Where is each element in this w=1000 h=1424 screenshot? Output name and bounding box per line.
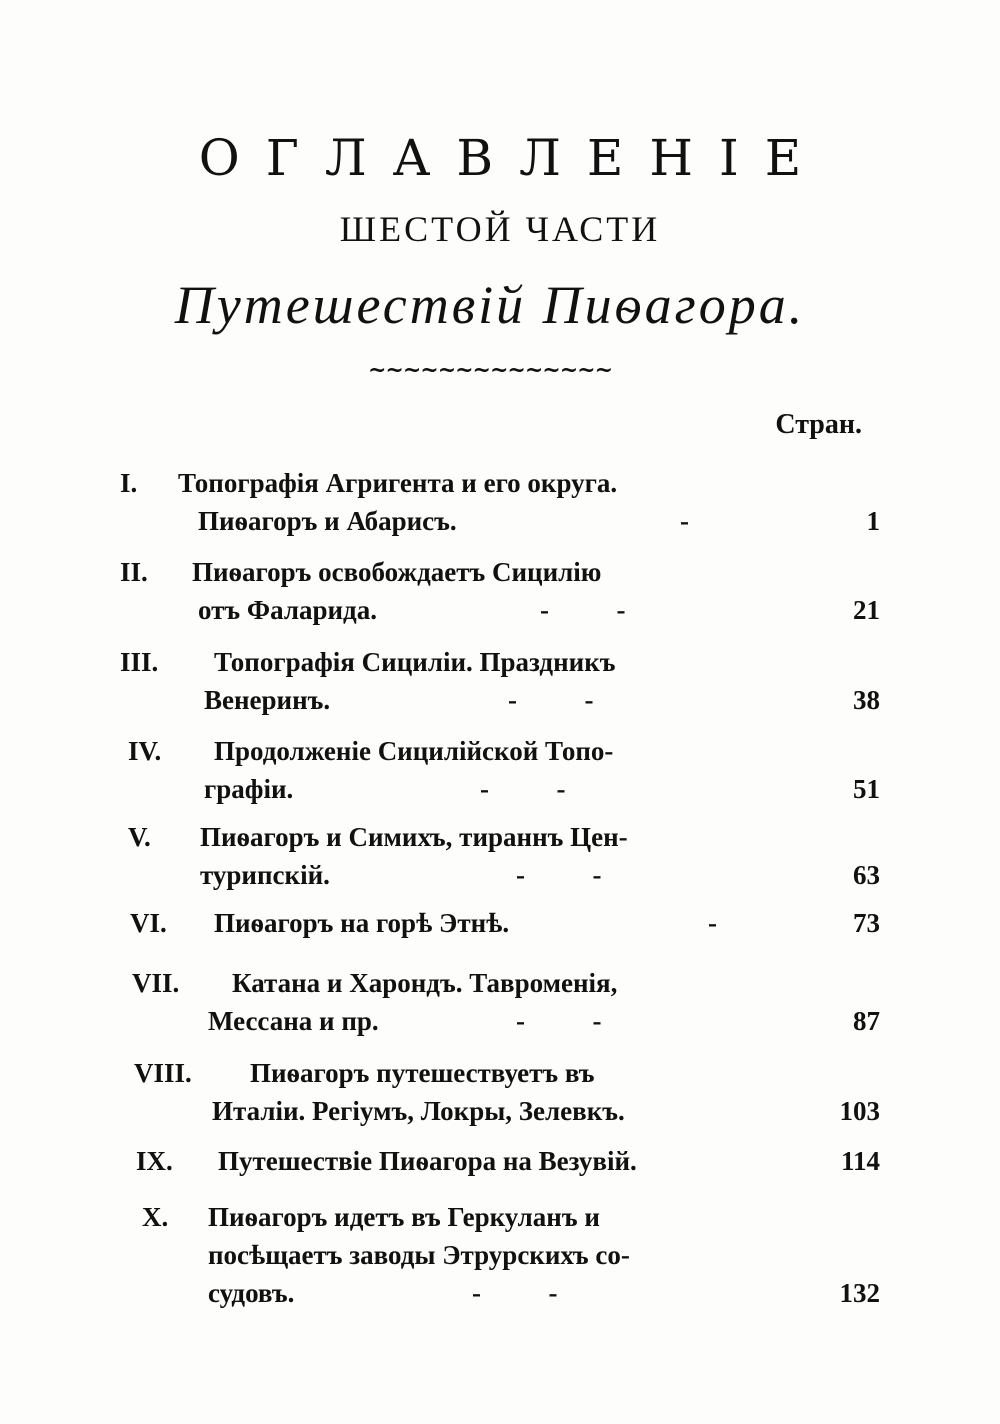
toc-entry xyxy=(120,904,880,942)
toc-entry-line: Пиѳагоръ идетъ въ Геркуланъ и xyxy=(208,1202,600,1232)
toc-entry xyxy=(120,964,880,1040)
toc-entry-line: отъ Фаларида. xyxy=(198,595,377,625)
toc-entry xyxy=(120,1198,880,1312)
toc-entry xyxy=(120,1142,880,1180)
toc-entry-line: Пиѳагоръ и Абарисъ. xyxy=(198,506,457,536)
toc-entry xyxy=(120,732,880,808)
toc-entry-number: V. xyxy=(128,822,151,852)
toc-leader-dashes: - - xyxy=(516,1006,602,1036)
toc-leader-dashes: - xyxy=(680,506,689,536)
toc-entry-line: Пиѳагоръ освобождаетъ Сицилію xyxy=(192,557,602,587)
toc-leader-dashes: - - xyxy=(516,860,602,890)
toc-entry-line: Путешествіе Пиѳагора на Везувій. xyxy=(218,1146,637,1176)
toc-leader-dashes: - - xyxy=(508,685,594,715)
toc-entry-line: посѣщаетъ заводы Этрурскихъ со- xyxy=(208,1240,630,1270)
toc-page-number: 132 xyxy=(839,1278,880,1308)
toc-entry-line: Продолженіе Сицилійской Топо- xyxy=(214,736,614,766)
toc-entry xyxy=(120,464,880,540)
toc-page-number: 73 xyxy=(853,908,880,938)
toc-page-number: 103 xyxy=(839,1096,880,1126)
toc-entry xyxy=(120,1054,880,1130)
toc-entry-number: X. xyxy=(142,1202,169,1232)
page-title: ОГЛАВЛЕНІЕ xyxy=(198,129,828,187)
toc-entry-line: графіи. xyxy=(204,774,294,804)
toc-entry-line: Пиѳагоръ путешествуетъ въ xyxy=(250,1058,595,1088)
toc-entry-number: II. xyxy=(120,557,148,587)
toc-entry xyxy=(120,553,880,629)
decorative-rule: ~~~~~~~~~~~~~~ xyxy=(367,357,613,383)
toc-page-number: 114 xyxy=(840,1146,880,1176)
toc-entry-line: Катана и Харондъ. Тавроменія, xyxy=(232,968,618,998)
toc-leader-dashes: - - xyxy=(480,774,566,804)
toc-entry-line: Мессана и пр. xyxy=(208,1006,379,1036)
toc-entry-number: VII. xyxy=(132,968,180,998)
toc-entry-line: Топографія Сициліи. Праздникъ xyxy=(214,647,616,677)
toc-page-number: 51 xyxy=(853,774,880,804)
toc-entry-line: Топографія Агригента и его округа. xyxy=(178,468,618,498)
toc-entry-number: I. xyxy=(120,468,138,498)
toc-entry-line: турипскій. xyxy=(200,860,330,890)
toc-entry-number: III. xyxy=(120,647,159,677)
toc-page-number: 1 xyxy=(866,506,880,536)
toc-entry-number: IX. xyxy=(136,1146,173,1176)
toc-entry-line: Италіи. Регіумъ, Локры, Зелевкъ. xyxy=(212,1096,625,1126)
toc-entry-number: VI. xyxy=(130,908,167,938)
work-title: Путешествій Пиѳагора. xyxy=(174,275,806,335)
page-column-label: Стран. xyxy=(775,409,862,440)
toc-entry xyxy=(120,643,880,719)
toc-page-number: 38 xyxy=(853,685,880,715)
toc-leader-dashes: - - xyxy=(472,1278,558,1308)
page-subtitle: ШЕСТОЙ ЧАСТИ xyxy=(339,209,661,249)
toc-entry-line: Пиѳагоръ и Симихъ, тираннъ Цен- xyxy=(200,822,628,852)
toc-page-number: 63 xyxy=(853,860,880,890)
toc-entry-line: Пиѳагоръ на горѣ Этнѣ. xyxy=(214,908,510,938)
toc-entry xyxy=(120,818,880,894)
toc-entry-line: Венеринъ. xyxy=(204,685,331,715)
toc-leader-dashes: - xyxy=(708,908,717,938)
toc-page-number: 21 xyxy=(853,595,880,625)
toc-page-number: 87 xyxy=(853,1006,880,1036)
toc-leader-dashes: - - xyxy=(540,595,626,625)
toc-entry-number: IV. xyxy=(128,736,162,766)
toc-entry-number: VIII. xyxy=(134,1058,192,1088)
toc-entry-line: судовъ. xyxy=(208,1278,295,1308)
